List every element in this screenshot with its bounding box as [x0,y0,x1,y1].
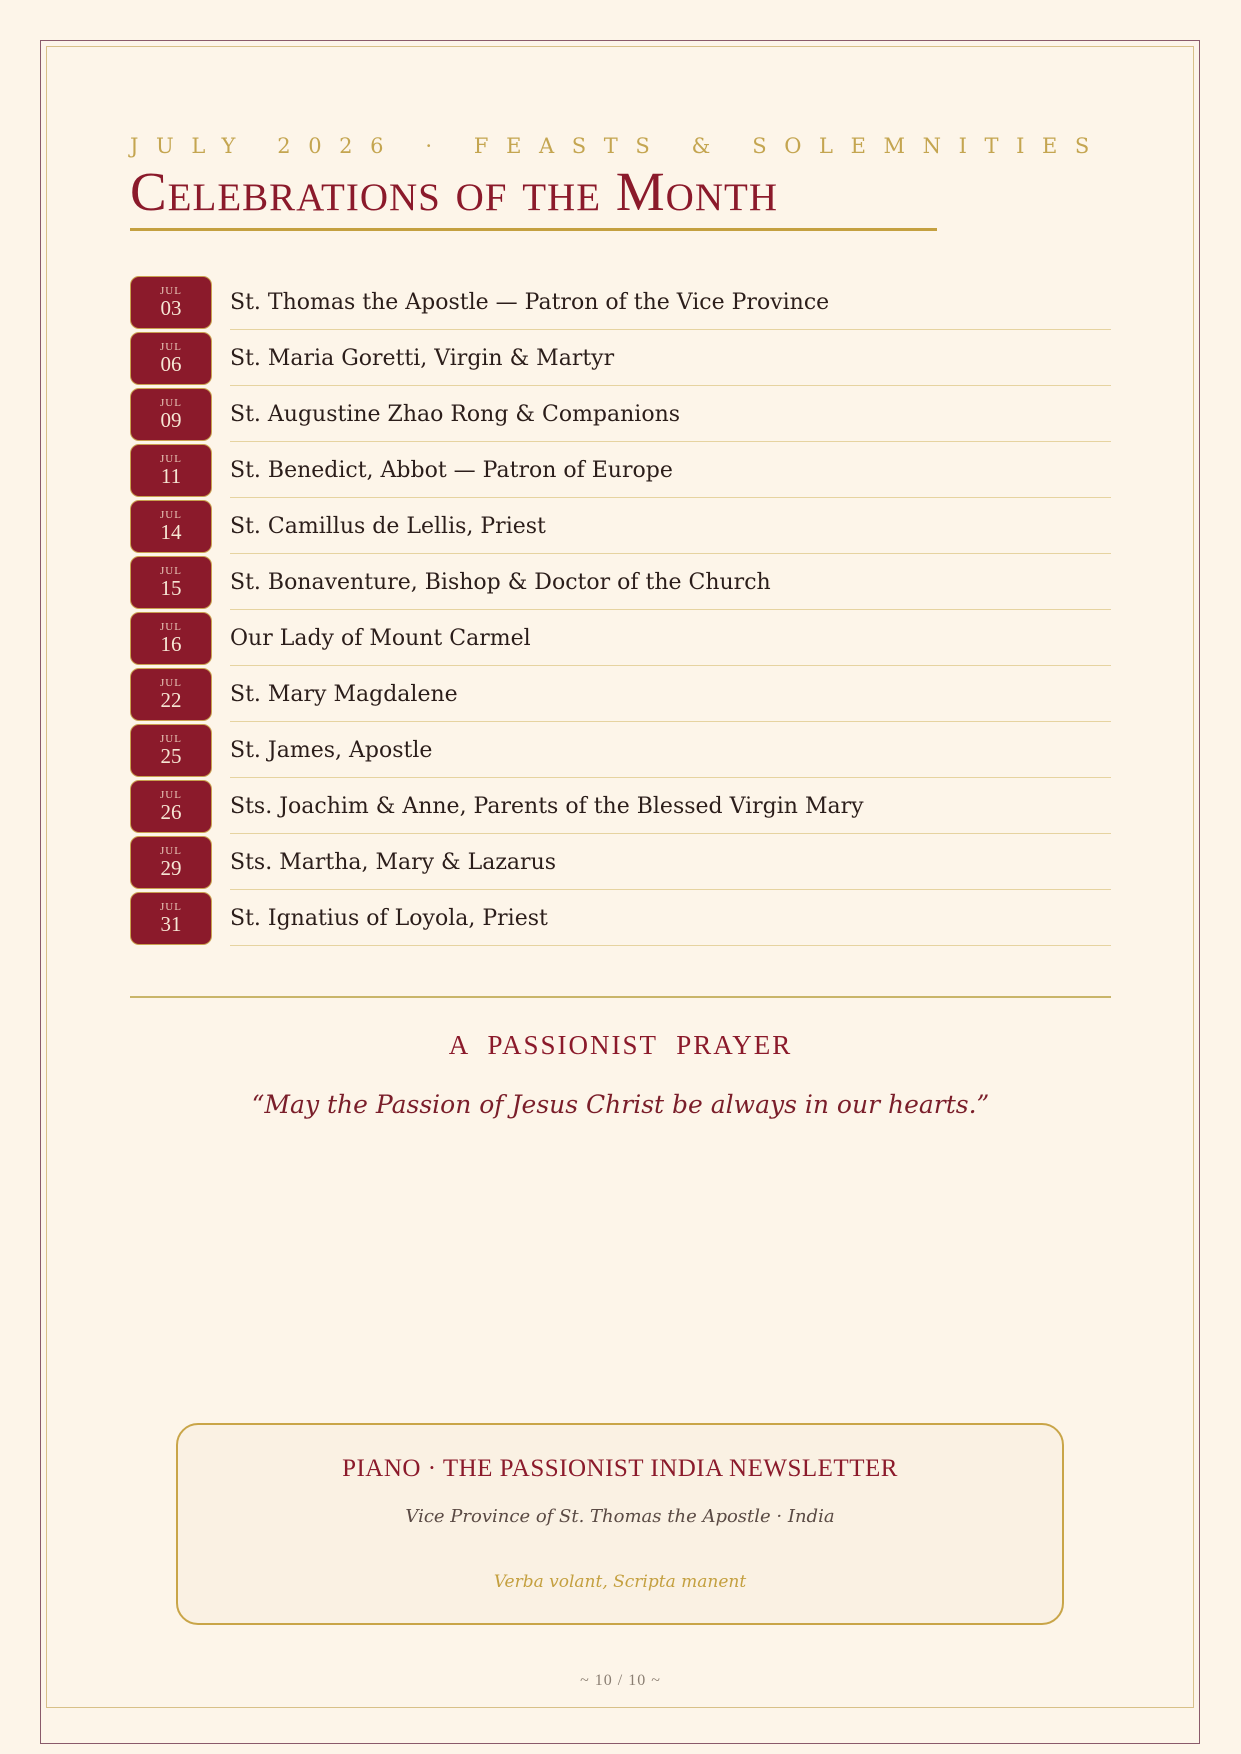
date-day: 16 [160,632,182,656]
date-day: 11 [160,464,182,488]
feast-row [130,836,1111,892]
newsletter-footer-box [176,1423,1064,1625]
feast-name: St. Bonaventure, Bishop & Doctor of the Church [230,570,771,595]
date-month: JUL [160,901,182,913]
feast-name: Sts. Joachim & Anne, Parents of the Blessed Virgin Mary [230,794,864,819]
date-day: 29 [160,856,182,880]
prayer-heading: A PASSIONIST PRAYER [448,1030,793,1060]
date-month: JUL [160,845,182,857]
date-day: 15 [160,576,182,600]
row-divider [230,889,1111,890]
row-divider [230,441,1111,442]
date-month: JUL [160,565,182,577]
date-month: JUL [160,341,182,353]
feast-name: Our Lady of Mount Carmel [230,626,531,651]
feast-name: St. Maria Goretti, Virgin & Martyr [230,346,615,371]
date-badge [130,444,212,497]
date-month: JUL [160,733,182,745]
date-badge [130,612,212,665]
feast-name: St. Benedict, Abbot — Patron of Europe [230,458,673,483]
feast-name: St. Ignatius of Loyola, Priest [230,906,548,931]
feast-name: Sts. Martha, Mary & Lazarus [230,850,557,875]
date-badge [130,892,212,945]
date-badge [130,780,212,833]
feast-row [130,780,1111,836]
page-number: ~ 10 / 10 ~ [580,1672,661,1689]
row-divider [230,329,1111,330]
date-badge [130,500,212,553]
newsletter-subtitle: Vice Province of St. Thomas the Apostle · India [405,1506,835,1527]
page-title: Celebrations of the Month [130,161,778,222]
row-divider [230,385,1111,386]
feast-row [130,444,1111,500]
date-badge [130,332,212,385]
feast-row [130,668,1111,724]
row-divider [230,609,1111,610]
date-month: JUL [160,621,182,633]
feast-row [130,388,1111,444]
row-divider [230,497,1111,498]
date-badge [130,556,212,609]
feast-row [130,332,1111,388]
prayer-quote: “May the Passion of Jesus Christ be always in our hearts.” [251,1090,990,1119]
date-badge [130,388,212,441]
date-month: JUL [160,789,182,801]
date-day: 31 [160,912,182,936]
row-divider [230,553,1111,554]
feast-name: St. James, Apostle [230,738,433,763]
date-month: JUL [160,509,182,521]
date-day: 25 [160,744,182,768]
date-badge [130,668,212,721]
row-divider [230,945,1111,946]
section-divider [130,996,1111,998]
date-badge [130,836,212,889]
date-day: 26 [160,800,182,824]
date-day: 09 [160,408,182,432]
feast-row [130,276,1111,332]
row-divider [230,665,1111,666]
date-day: 06 [160,352,182,376]
row-divider [230,833,1111,834]
feast-row [130,556,1111,612]
feast-name: St. Thomas the Apostle — Patron of the Vice Province [230,290,830,315]
date-month: JUL [160,677,182,689]
date-badge [130,276,212,329]
feast-row [130,724,1111,780]
row-divider [230,777,1111,778]
feast-row [130,500,1111,556]
title-divider [130,228,937,231]
feast-row [130,612,1111,668]
date-day: 22 [160,688,182,712]
date-badge [130,724,212,777]
date-month: JUL [160,453,182,465]
row-divider [230,721,1111,722]
date-day: 14 [160,520,182,544]
date-month: JUL [160,397,182,409]
newsletter-title: PIANO · THE PASSIONIST INDIA NEWSLETTER [342,1455,898,1482]
newsletter-motto: Verba volant, Scripta manent [493,1572,747,1592]
feast-list [130,276,1111,948]
feast-name: St. Augustine Zhao Rong & Companions [230,402,681,427]
feast-name: St. Mary Magdalene [230,682,458,707]
date-day: 03 [160,296,182,320]
page-kicker: JULY 2026 · FEASTS & SOLEMNITIES [130,134,1107,158]
feast-name: St. Camillus de Lellis, Priest [230,514,546,539]
date-month: JUL [160,285,182,297]
feast-row [130,892,1111,948]
